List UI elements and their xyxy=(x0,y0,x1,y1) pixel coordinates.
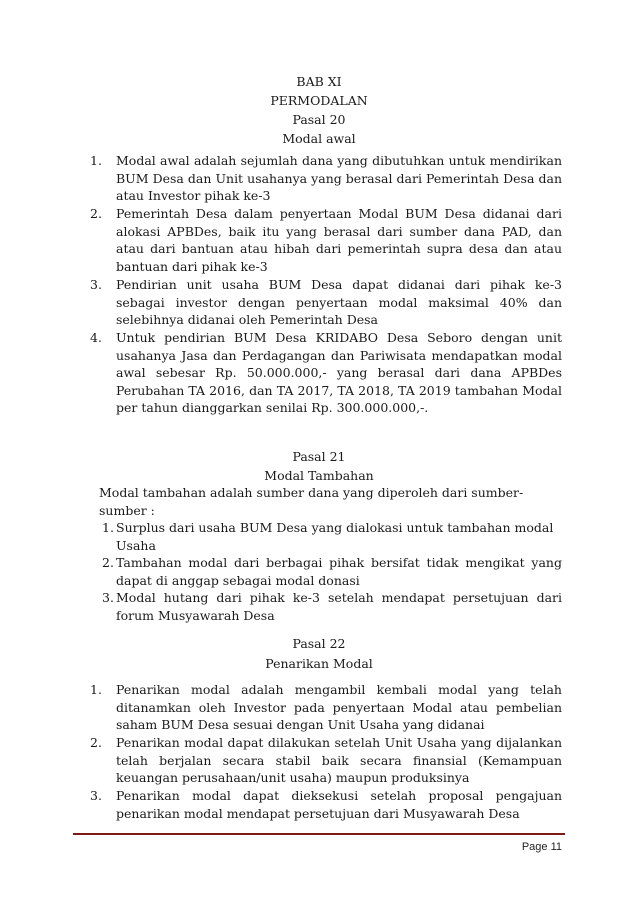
chapter-label: BAB XI xyxy=(296,74,342,89)
pasal-21-title: Modal Tambahan xyxy=(264,468,374,483)
list-text: Modal awal adalah sejumlah dana yang dibutuhkan untuk mendirikan BUM Desa dan Unit usahanya yang berasal dari Pemerintah Desa dan atau Investor pihak ke-3 xyxy=(116,153,562,204)
list-text: Pendirian unit usaha BUM Desa dapat didanai dari pihak ke-3 sebagai investor dengan penyertaan modal maksimal 40% dan selebihnya didanai oleh Pemerintah Desa xyxy=(116,277,562,328)
list-item xyxy=(90,152,562,205)
list-text: Surplus dari usaha BUM Desa yang dialokasi untuk tambahan modal Usaha xyxy=(116,520,554,553)
list-number: 2. xyxy=(102,555,114,570)
chapter-title: PERMODALAN xyxy=(270,93,368,108)
list-text: Penarikan modal dapat dilakukan setelah Unit Usaha yang dijalankan telah berjalan secara stabil baik secara finansial (Kemampuan keuangan perusahaan/unit usaha) maupun produksinya xyxy=(116,735,562,786)
list-number: 1. xyxy=(90,682,102,697)
list-number: 2. xyxy=(90,735,102,750)
list-text: Penarikan modal dapat dieksekusi setelah proposal pengajuan penarikan modal mendapat persetujuan dari Musyawarah Desa xyxy=(116,788,562,821)
list-number: 4. xyxy=(90,330,102,345)
list-number: 3. xyxy=(90,277,102,292)
pasal-20-heading: Pasal 20 xyxy=(292,112,346,127)
list-item xyxy=(90,681,562,734)
list-number: 2. xyxy=(90,206,102,221)
list-item xyxy=(90,329,562,419)
list-number: 3. xyxy=(102,590,114,605)
list-text: Penarikan modal adalah mengambil kembali modal yang telah ditanamkan oleh Investor pada penyertaan Modal atau pembelian saham BUM Desa sesuai dengan Unit Usaha yang didanai xyxy=(116,682,562,733)
list-text: Tambahan modal dari berbagai pihak bersifat tidak mengikat yang dapat di anggap sebagai modal donasi xyxy=(116,555,562,588)
list-item xyxy=(90,787,562,823)
pasal-22-title: Penarikan Modal xyxy=(265,656,373,671)
list-item xyxy=(102,519,562,554)
list-item xyxy=(90,734,562,787)
list-text: Modal hutang dari pihak ke-3 setelah mendapat persetujuan dari forum Musyawarah Desa xyxy=(116,590,562,623)
footer-divider xyxy=(73,833,565,835)
list-item xyxy=(90,276,562,329)
pasal-21-heading: Pasal 21 xyxy=(292,449,346,464)
list-number: 1. xyxy=(90,153,102,168)
list-number: 1. xyxy=(102,520,114,535)
list-item xyxy=(102,554,562,589)
list-number: 3. xyxy=(90,788,102,803)
list-item xyxy=(102,589,562,624)
list-item xyxy=(90,205,562,276)
pasal-22-heading: Pasal 22 xyxy=(292,636,346,651)
page-number: Page 11 xyxy=(521,841,562,853)
pasal-20-title: Modal awal xyxy=(282,131,356,146)
list-text: Untuk pendirian BUM Desa KRIDABO Desa Seboro dengan unit usahanya Jasa dan Perdagangan dan Pariwisata mendapatkan modal awal sebesar Rp. 50.000.000,- yang berasal dari dana APBDes Perubahan TA 2016, dan TA 2017, TA 2018, TA 2019 tambahan Modal per tahun dianggarkan senilai Rp. 300.000.000,-. xyxy=(116,330,562,416)
list-text: Pemerintah Desa dalam penyertaan Modal BUM Desa didanai dari alokasi APBDes, baik itu yang berasal dari sumber dana PAD, dan atau dari bantuan atau hibah dari pemerintah supra desa dan atau bantuan dari pihak ke-3 xyxy=(116,206,562,274)
pasal-21-intro: Modal tambahan adalah sumber dana yang diperoleh dari sumber-sumber : xyxy=(99,485,524,518)
